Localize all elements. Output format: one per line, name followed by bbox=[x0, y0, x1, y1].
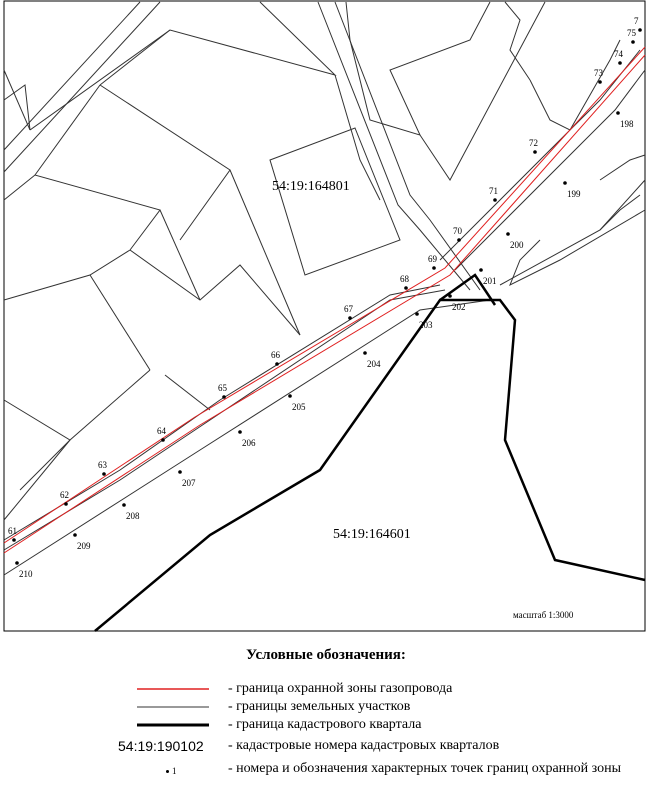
point-label-66: 66 bbox=[271, 350, 280, 360]
legend-text-quarter: - граница кадастрового квартала bbox=[228, 717, 422, 732]
point-label-69: 69 bbox=[428, 254, 437, 264]
point-label-203: 203 bbox=[419, 320, 433, 330]
legend-text-codes: - кадастровые номера кадастровых кварталов bbox=[228, 738, 500, 753]
point-marker-62 bbox=[64, 502, 68, 506]
legend-text-gas-zone: - граница охранной зоны газопровода bbox=[228, 681, 453, 696]
point-marker-205 bbox=[288, 394, 292, 398]
point-marker-207 bbox=[178, 470, 182, 474]
point-label-207: 207 bbox=[182, 478, 196, 488]
point-label-201: 201 bbox=[483, 276, 497, 286]
point-marker-74 bbox=[618, 61, 622, 65]
point-label-74: 74 bbox=[614, 49, 623, 59]
legend-thin-line-swatch bbox=[137, 702, 209, 712]
point-label-75: 75 bbox=[627, 28, 636, 38]
quarter-label-2: 54:19:164601 bbox=[333, 527, 411, 542]
point-label-205: 205 bbox=[292, 402, 306, 412]
point-marker-199 bbox=[563, 181, 567, 185]
point-marker-203 bbox=[415, 312, 419, 316]
point-marker-64 bbox=[161, 438, 165, 442]
point-marker-72 bbox=[533, 150, 537, 154]
quarter-label-1: 54:19:164801 bbox=[272, 179, 350, 194]
point-marker-202 bbox=[448, 294, 452, 298]
point-label-70: 70 bbox=[453, 226, 462, 236]
point-label-200: 200 bbox=[510, 240, 524, 250]
point-marker-201 bbox=[479, 268, 483, 272]
legend-text-parcels: - границы земельных участков bbox=[228, 699, 411, 714]
point-marker-208 bbox=[122, 503, 126, 507]
point-marker-7 bbox=[638, 28, 642, 32]
point-label-206: 206 bbox=[242, 438, 256, 448]
point-marker-67 bbox=[348, 316, 352, 320]
legend-red-line-swatch bbox=[137, 684, 209, 694]
point-label-65: 65 bbox=[218, 383, 227, 393]
point-marker-206 bbox=[238, 430, 242, 434]
point-label-199: 199 bbox=[567, 189, 581, 199]
legend-text-points: - номера и обозначения характерных точек границ охранной зоны bbox=[228, 761, 621, 776]
point-marker-209 bbox=[73, 533, 77, 537]
point-label-63: 63 bbox=[98, 460, 107, 470]
point-label-64: 64 bbox=[157, 426, 166, 436]
point-marker-75 bbox=[631, 40, 635, 44]
gas-protection-zone bbox=[4, 47, 645, 553]
point-marker-65 bbox=[222, 395, 226, 399]
point-label-61: 61 bbox=[8, 526, 17, 536]
parcel-boundaries bbox=[4, 2, 645, 575]
point-marker-69 bbox=[432, 266, 436, 270]
legend-thick-line-swatch bbox=[137, 720, 209, 730]
point-label-210: 210 bbox=[19, 569, 33, 579]
legend-title: Условные обозначения: bbox=[246, 647, 406, 663]
point-marker-63 bbox=[102, 472, 106, 476]
map-frame bbox=[4, 1, 645, 631]
point-label-73: 73 bbox=[594, 68, 603, 78]
point-label-209: 209 bbox=[77, 541, 91, 551]
point-marker-210 bbox=[15, 561, 19, 565]
point-marker-73 bbox=[598, 80, 602, 84]
point-label-7: 7 bbox=[634, 16, 639, 26]
legend-point-symbol: 1 bbox=[166, 766, 177, 776]
point-label-72: 72 bbox=[529, 138, 538, 148]
point-label-68: 68 bbox=[400, 274, 409, 284]
point-label-71: 71 bbox=[489, 186, 498, 196]
scale-label: масштаб 1:3000 bbox=[513, 610, 574, 620]
point-marker-204 bbox=[363, 351, 367, 355]
legend-quarter-code: 54:19:190102 bbox=[118, 738, 204, 754]
point-marker-70 bbox=[457, 238, 461, 242]
point-marker-198 bbox=[616, 111, 620, 115]
point-marker-66 bbox=[275, 362, 279, 366]
point-marker-61 bbox=[12, 538, 16, 542]
point-label-208: 208 bbox=[126, 511, 140, 521]
point-label-204: 204 bbox=[367, 359, 381, 369]
point-label-62: 62 bbox=[60, 490, 69, 500]
point-marker-71 bbox=[493, 198, 497, 202]
point-label-198: 198 bbox=[620, 119, 634, 129]
quarter-boundary bbox=[95, 275, 645, 631]
point-label-67: 67 bbox=[344, 304, 353, 314]
point-label-202: 202 bbox=[452, 302, 466, 312]
point-marker-68 bbox=[404, 286, 408, 290]
point-marker-200 bbox=[506, 232, 510, 236]
